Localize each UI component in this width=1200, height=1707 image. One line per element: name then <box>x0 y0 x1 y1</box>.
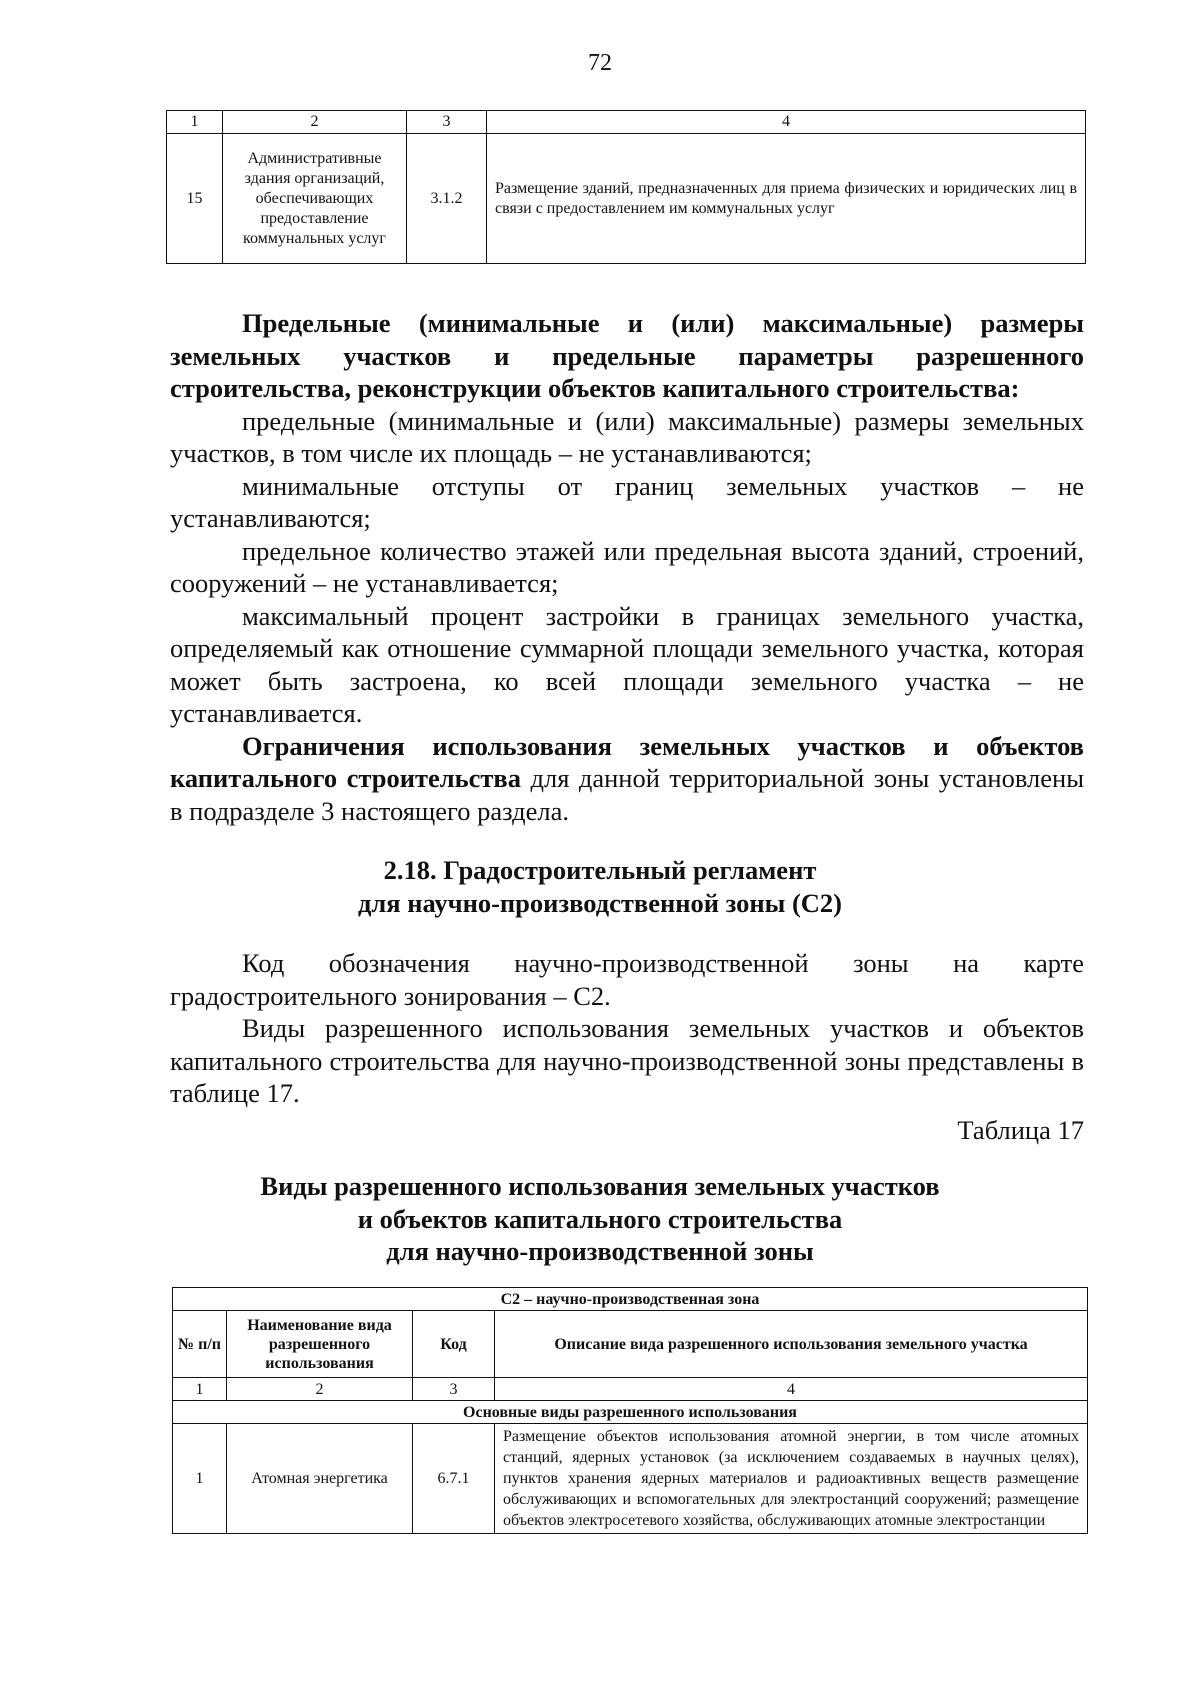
use-name: Атомная энергетика <box>227 1424 413 1534</box>
table-row <box>167 134 1086 264</box>
column-number-row <box>173 1378 1088 1401</box>
section-title: 2.18. Градостроительный регламент для научно-производственной зоны (С2) <box>357 855 843 918</box>
parameter-item: предельное количество этажей или предельная высота зданий, строений, сооружений – не устанавливается; <box>170 535 1084 598</box>
page-number: 72 <box>588 50 612 76</box>
use-name: Административные здания организаций, обеспечивающих предоставление коммунальных услуг <box>223 134 407 264</box>
column-header-row <box>173 1311 1088 1378</box>
parameters-heading: Предельные (минимальные и (или) максимальные) размеры земельных участков и предельные параметры разрешенного строительства, реконструкции объектов капитального строительства: <box>170 308 1084 403</box>
column-header-number: № п/п <box>173 1311 227 1378</box>
table-header-row <box>167 111 1086 134</box>
group-label: Основные виды разрешенного использования <box>173 1401 1088 1424</box>
row-number: 15 <box>167 134 223 264</box>
column-header-name: Наименование вида разрешенного использования <box>227 1311 413 1378</box>
group-row <box>173 1401 1088 1424</box>
column-number: 1 <box>173 1378 227 1401</box>
column-header-code: Код <box>413 1311 495 1378</box>
use-description: Размещение объектов использования атомной энергии, в том числе атомных станций, ядерных установок (за исключением создаваемых в научных целях), пунктов хранения ядерных материалов и радиоактивных веществ размещение обслуживающих и вспомогательных для электростанций сооружений; размещение объектов электросетевого хозяйства, обслуживающих атомные электростанции <box>495 1424 1088 1534</box>
column-number: 4 <box>487 111 1086 134</box>
column-number: 2 <box>227 1378 413 1401</box>
parameter-item: максимальный процент застройки в границах земельного участка, определяемый как отношение суммарной площади земельного участка, которая может быть застроена, ко всей площади земельного участка – не устанавливается. <box>170 600 1084 728</box>
parameter-item: предельные (минимальные и (или) максимальные) размеры земельных участков, в том числе их площадь – не устанавливаются; <box>170 405 1084 468</box>
table-row <box>173 1424 1088 1534</box>
column-number: 3 <box>407 111 487 134</box>
parameters-section <box>170 307 1084 827</box>
zone-header-row <box>173 1288 1088 1311</box>
table-title: Виды разрешенного использования земельных участков и объектов капитального строительства для научно-производственной зоны <box>260 1171 940 1266</box>
use-code: 3.1.2 <box>407 134 487 264</box>
section-body <box>170 947 1084 1146</box>
column-number: 3 <box>413 1378 495 1401</box>
use-code: 6.7.1 <box>413 1424 495 1534</box>
zone-code-paragraph: Код обозначения научно-производственной зоны на карте градостроительного зонирования – С2. <box>170 948 1084 1011</box>
column-number: 2 <box>223 111 407 134</box>
table-reference-paragraph: Виды разрешенного использования земельных участков и объектов капитального строительства для научно-производственной зоны представлены в таблице 17. <box>170 1013 1084 1108</box>
restrictions-paragraph: Ограничения использования земельных участков и объектов капитального строительства для данной территориальной зоны установлены в подразделе 3 настоящего раздела. <box>170 730 1084 826</box>
permitted-use-table <box>172 1287 1088 1534</box>
continued-table <box>166 110 1086 264</box>
column-number: 4 <box>495 1378 1088 1401</box>
row-number: 1 <box>173 1424 227 1534</box>
use-description: Размещение зданий, предназначенных для приема физических и юридических лиц в связи с предоставлением им коммунальных услуг <box>487 134 1086 264</box>
parameter-item: минимальные отступы от границ земельных участков – не устанавливаются; <box>170 470 1084 533</box>
column-header-description: Описание вида разрешенного использования земельного участка <box>495 1311 1088 1378</box>
table-label: Таблица 17 <box>957 1114 1084 1145</box>
zone-header: С2 – научно-производственная зона <box>173 1288 1088 1311</box>
column-number: 1 <box>167 111 223 134</box>
